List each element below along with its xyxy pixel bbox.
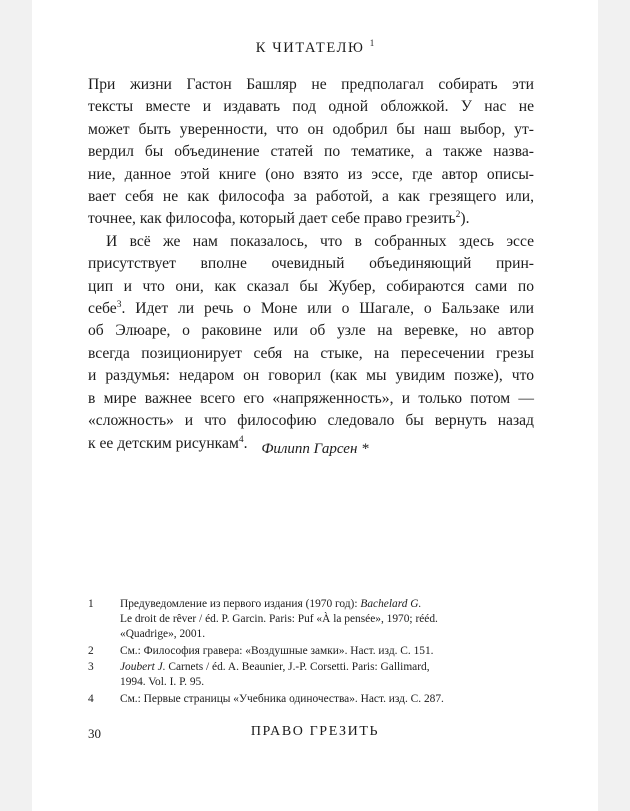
text-line: вает себя не как философа за работой, а как грезящего или,: [88, 188, 534, 206]
text-line: об Элюаре, о раковине или об узле на веревке, но автор: [88, 322, 534, 340]
text-line: И всё же нам показалось, что в собранных здесь эссе: [106, 232, 534, 250]
footnote-line: «Quadrige», 2001.: [120, 628, 206, 641]
footnote-number: 4: [88, 692, 94, 705]
text-line-tail: ).: [460, 210, 470, 228]
footnote-line: [120, 597, 548, 612]
text-line-tail: .: [243, 434, 248, 452]
text-line: [88, 208, 534, 230]
footnote-item: [88, 597, 548, 643]
footnote-item: [88, 644, 548, 659]
text-line: цип и что они, как сказал бы Жубер, собираются сами по: [88, 277, 534, 295]
heading-title: К ЧИТАТЕЛЮ: [255, 39, 365, 56]
text-line: [88, 298, 534, 320]
book-page: [32, 0, 598, 811]
footnote-number: 2: [88, 644, 94, 657]
text-line: тексты вместе и издавать под одной обложкой. У нас не: [88, 98, 534, 116]
footnote-author: Joubert J.: [120, 661, 166, 674]
footnote-ref[interactable]: 3: [116, 299, 122, 310]
footnote-item: [88, 692, 548, 707]
footnote-line: См.: Первые страницы «Учебника одиночества». Наст. изд. С. 287.: [120, 692, 444, 705]
footnote-number: 3: [88, 661, 94, 674]
text-line: При жизни Гастон Башляр не предполагал собирать эти: [88, 76, 534, 93]
text-line: в мире важнее всего его «напряженность», и только потом —: [88, 389, 534, 407]
text-line-tail: . Идет ли речь о Моне или о Шагале, о Бальзаке или: [121, 300, 534, 318]
text-line-content: к ее детским рисункам: [88, 434, 239, 452]
footnote-ref[interactable]: 2: [455, 210, 461, 221]
footnote-item: [88, 660, 548, 690]
author-signature: Филипп Гарсен *: [261, 441, 369, 457]
footnote-line: [120, 660, 548, 675]
footnotes: [88, 597, 548, 708]
text-line: «сложность» и что философию следовало бы вернуть назад: [88, 412, 534, 430]
text-line: и раздумья: недаром он говорил (как мы увидим позже), что: [88, 367, 534, 385]
text-line: может быть уверенности, что он одобрил бы наш выбор, ут-: [88, 120, 534, 138]
footnote-number: 1: [88, 598, 94, 610]
footnote-ref[interactable]: 4: [238, 434, 244, 445]
text-line: ние, данное этой книге (оно взято из эссе, где автор описы-: [88, 165, 534, 183]
footnote-text: Предуведомление из первого издания (1970 год):: [120, 598, 361, 610]
heading-note-ref: 1: [369, 38, 375, 48]
text-line: всегда позиционирует себя на стыке, на пересечении грезы: [88, 344, 534, 362]
footnote-author: Bachelard G.: [360, 598, 422, 610]
text-line-content: точнее, как философа, который дает себе право грезить: [88, 210, 456, 228]
text-line: вердил бы объединение статей по тематике, а также назва-: [88, 143, 534, 161]
text-line-content: себе: [88, 300, 117, 318]
footnote-text: Carnets / éd. A. Beaunier, J.-P. Corsetti. Paris: Gallimard,: [165, 661, 430, 674]
body-text: [88, 74, 534, 455]
section-heading: [32, 38, 598, 57]
page-number: 30: [88, 726, 101, 741]
footnote-line: 1994. Vol. I. P. 95.: [120, 676, 205, 689]
text-line: присутствует вполне очевидный объединяющий прин-: [88, 255, 534, 273]
footnote-line: См.: Философия гравера: «Воздушные замки». Наст. изд. С. 151.: [120, 644, 434, 657]
running-title: ПРАВО ГРЕЗИТЬ: [250, 724, 380, 739]
footnote-line: Le droit de rêver / éd. P. Garcin. Paris: Puf «À la pensée», 1970; rééd.: [120, 613, 438, 626]
